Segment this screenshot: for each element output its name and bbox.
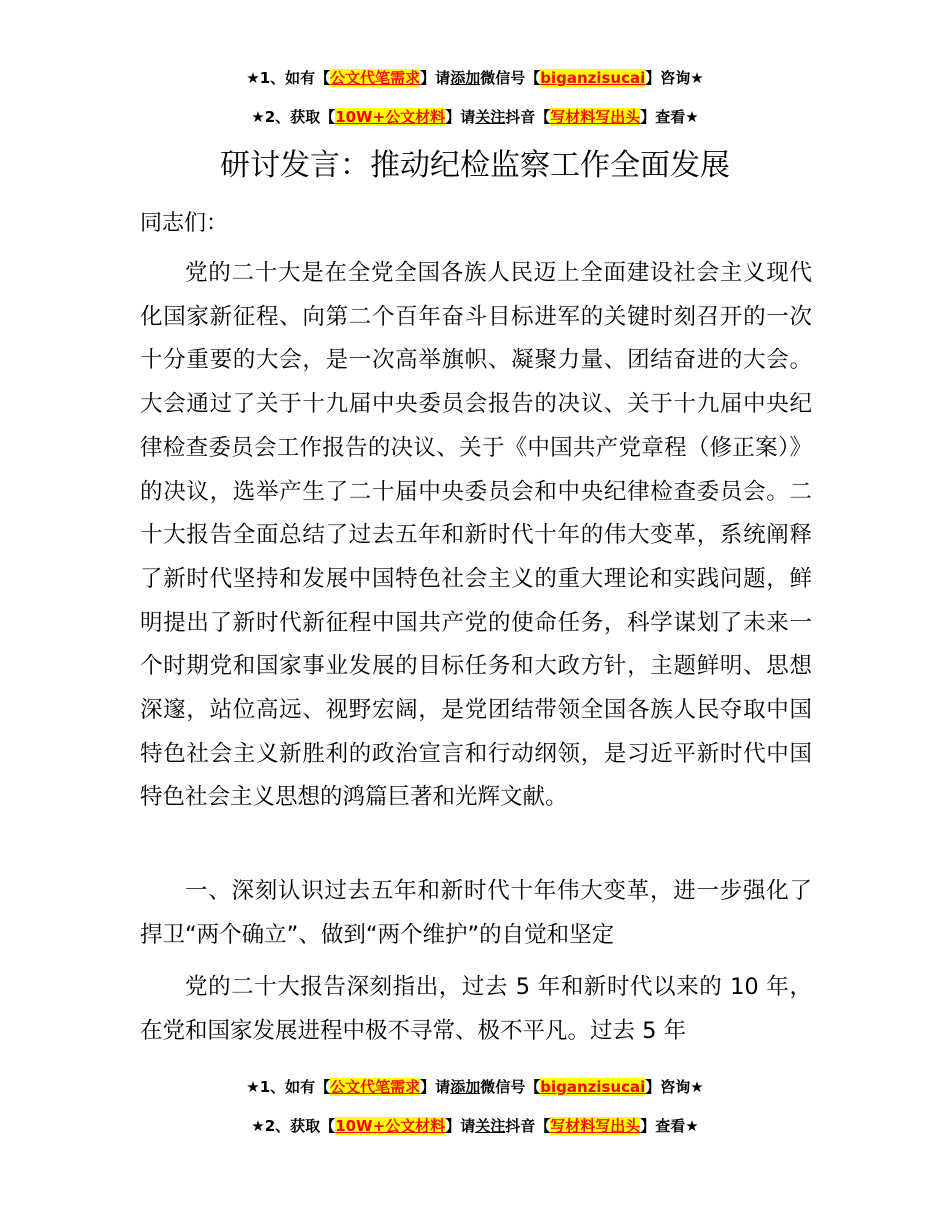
promo-underline: 添加: [450, 1078, 481, 1096]
promo-text: 】请: [445, 108, 476, 126]
promo-douyin-account: 写材料写出头: [550, 1117, 641, 1135]
section-heading-1: 一、深刻认识过去五年和新时代十年伟大变革，进一步强化了捍卫“两个确立”、做到“两个维护”的自觉和坚定: [140, 878, 812, 948]
promo-text: 】咨询★: [645, 1078, 704, 1096]
promo-highlight: 公文代笔需求: [330, 1078, 421, 1096]
promo-text: 】查看★: [640, 1117, 699, 1135]
promo-douyin-account: 写材料写出头: [550, 108, 641, 126]
promo-text: 】请: [420, 1078, 451, 1096]
promo-text: ★1、如有【: [246, 69, 331, 87]
header-promo-line-1: [0, 68, 950, 88]
document-title: 研讨发言：推动纪检监察工作全面发展: [220, 148, 730, 183]
promo-text: 】查看★: [640, 108, 699, 126]
promo-highlight: 10W+公文材料: [335, 108, 446, 126]
promo-text: 】请: [420, 69, 451, 87]
footer-promo-line-2: [0, 1116, 950, 1136]
greeting: 同志们：: [140, 211, 229, 236]
promo-highlight: 10W+公文材料: [335, 1117, 446, 1135]
promo-text: 】咨询★: [645, 69, 704, 87]
promo-text: ★2、获取【: [251, 108, 336, 126]
promo-text: 微信号【: [480, 69, 541, 87]
promo-text: 抖音【: [505, 1117, 551, 1135]
header-promo-line-2: [0, 107, 950, 127]
promo-wechat-id: biganzisucai: [540, 1078, 646, 1096]
promo-underline: 关注: [475, 1117, 506, 1135]
paragraph-1: 党的二十大是在全党全国各族人民迈上全面建设社会主义现代化国家新征程、向第二个百年奋斗目标进军的关键时刻召开的一次十分重要的大会，是一次高举旗帜、凝聚力量、团结奋进的大会。大会通过了关于十九届中央委员会报告的决议、关于十九届中央纪律检查委员会工作报告的决议、关于《中国共产党章程（修正案）》的决议，选举产生了二十届中央委员会和中央纪律检查委员会。二十大报告全面总结了过去五年和新时代十年的伟大变革，系统阐释了新时代坚持和发展中国特色社会主义的重大理论和实践问题，鲜明提出了新时代新征程中国共产党的使命任务，科学谋划了未来一个时期党和国家事业发展的目标任务和大政方针，主题鲜明、思想深邃，站位高远、视野宏阔，是党团结带领全国各族人民夺取中国特色社会主义新胜利的政治宣言和行动纲领，是习近平新时代中国特色社会主义思想的鸿篇巨著和光辉文献。: [140, 260, 812, 811]
paragraph-2: 党的二十大报告深刻指出，过去 5 年和新时代以来的 10 年，在党和国家发展进程中极不寻常、极不平凡。过去 5 年: [140, 974, 812, 1044]
promo-text: 微信号【: [480, 1078, 541, 1096]
promo-text: 】请: [445, 1117, 476, 1135]
promo-underline: 关注: [475, 108, 506, 126]
promo-text: ★1、如有【: [246, 1078, 331, 1096]
promo-underline: 添加: [450, 69, 481, 87]
promo-wechat-id: biganzisucai: [540, 69, 646, 87]
promo-highlight: 公文代笔需求: [330, 69, 421, 87]
promo-text: 抖音【: [505, 108, 551, 126]
promo-text: ★2、获取【: [251, 1117, 336, 1135]
footer-promo-line-1: [0, 1077, 950, 1097]
